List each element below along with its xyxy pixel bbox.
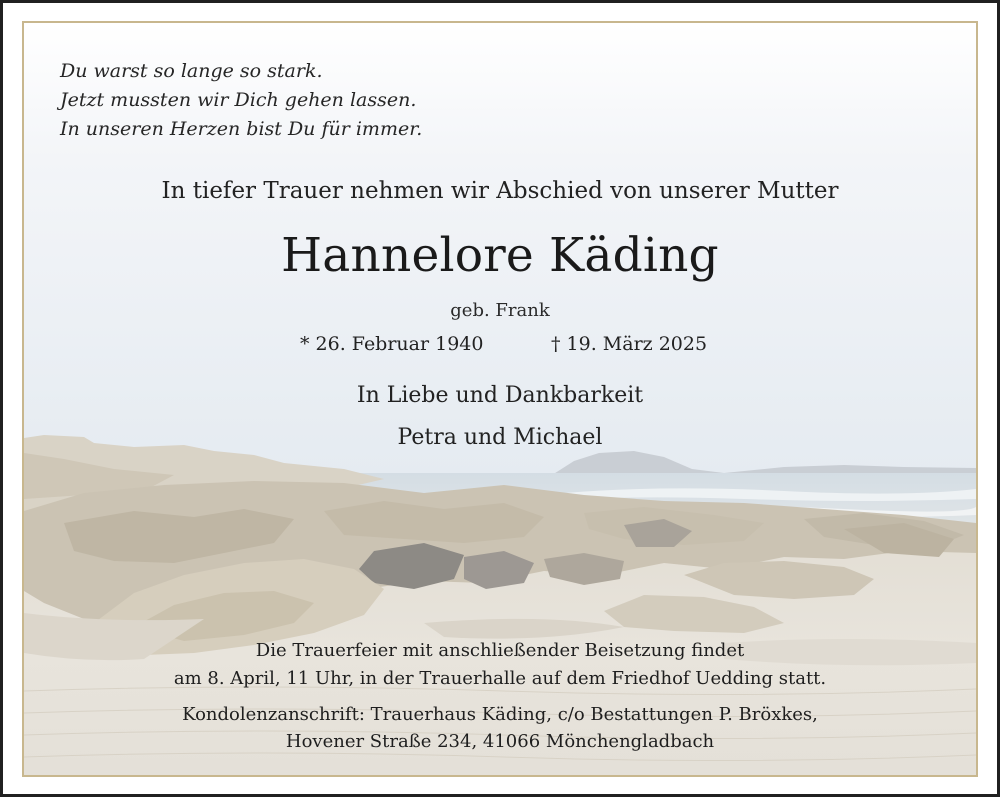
poem-line: Du warst so lange so stark. (60, 60, 323, 82)
condolence-address-line: Kondolenzanschrift: Trauerhaus Käding, c/o Bestattungen P. Bröxkes, (182, 704, 818, 725)
family-names: Petra und Michael (397, 425, 603, 450)
service-info-line: am 8. April, 11 Uhr, in der Trauerhalle auf dem Friedhof Uedding statt. (173, 668, 827, 689)
deceased-name: Hannelore Käding (281, 228, 719, 283)
condolence-address-line: Hovener Straße 234, 41066 Mönchengladbach (285, 731, 715, 752)
service-info-line: Die Trauerfeier mit anschließender Beisetzung findet (255, 640, 745, 661)
intro-text: In tiefer Trauer nehmen wir Abschied von unserer Mutter (161, 178, 839, 204)
poem-line: Jetzt mussten wir Dich gehen lassen. (60, 89, 417, 111)
death-date: † 19. März 2025 (551, 333, 708, 355)
birth-date: * 26. Februar 1940 (300, 333, 484, 355)
poem (60, 57, 422, 144)
obituary-notice (22, 21, 978, 777)
closing-line: In Liebe und Dankbarkeit (356, 383, 644, 408)
poem-line: In unseren Herzen bist Du für immer. (60, 118, 423, 140)
maiden-name: geb. Frank (450, 300, 550, 321)
